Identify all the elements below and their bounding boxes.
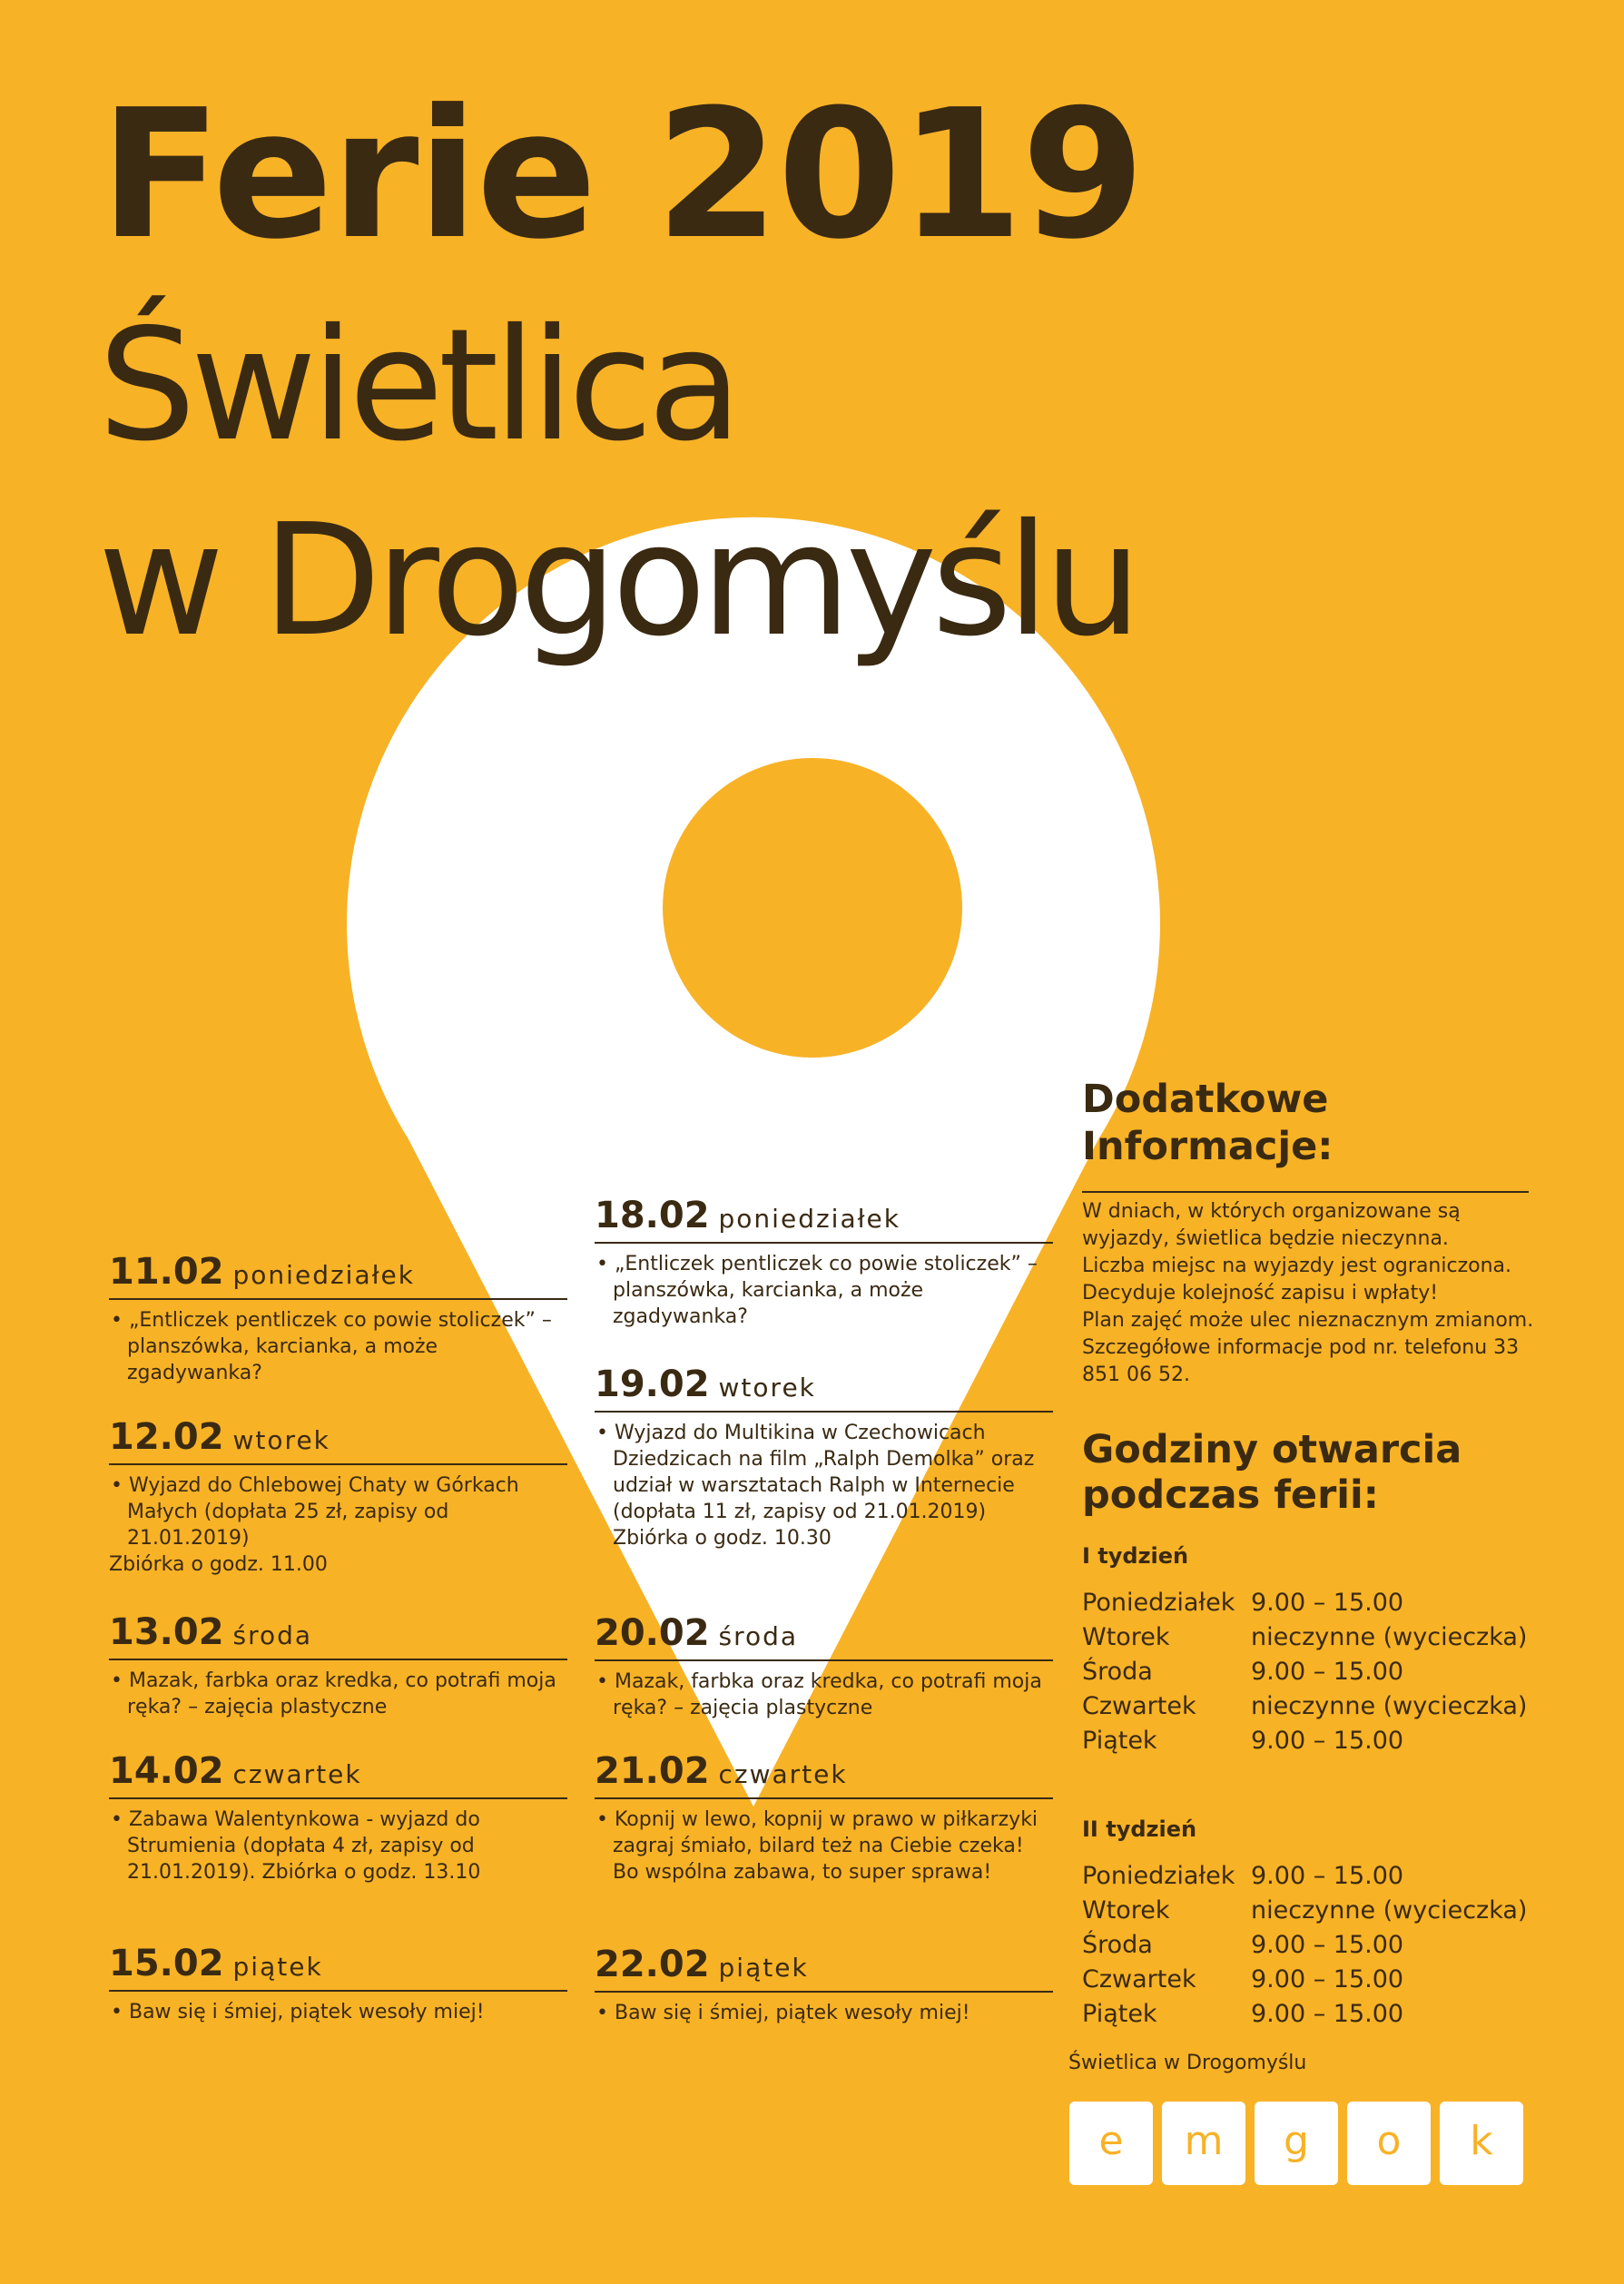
hours-row [1082, 1589, 1554, 1622]
hours-time: nieczynne (wycieczka) [1251, 1623, 1528, 1651]
day-date: 12.02 [109, 1416, 224, 1458]
day-description: • Wyjazd do Multikina w Czechowicach Dziedzicach na film „Ralph Demolka” oraz udział w warsztatach Ralph w Internecie (dopłata 11 zł, zapisy od 21.01.2019) Zbiórka o godz. 10.30 [596, 1422, 1035, 1550]
hours-time: 9.00 – 15.00 [1251, 1658, 1404, 1686]
info-line: Decyduje kolejność zapisu i wpłaty! [1082, 1282, 1439, 1304]
day-description: • Mazak, farbka oraz kredka, co potrafi moja ręka? – zajęcia plastyczne [111, 1669, 556, 1718]
day-block [109, 1611, 567, 1720]
logo-letter: g [1255, 2102, 1338, 2185]
day-block [109, 1251, 567, 1386]
hours-time: 9.00 – 15.00 [1251, 1965, 1404, 1994]
info-divider [1082, 1191, 1529, 1193]
day-description: • Wyjazd do Chlebowej Chaty w Górkach Małych (dopłata 25 zł, zapisy od 21.01.2019) [111, 1474, 519, 1550]
hours-row [1082, 1727, 1554, 1760]
hours-heading [1082, 1427, 1554, 1518]
day-description: • Kopnij w lewo, kopnij w prawo w piłkarzyki zagraj śmiało, bilard też na Ciebie czeka! Bo wspólna zabawa, to super sprawa! [596, 1808, 1038, 1884]
day-description: • „Entliczek pentliczek co powie stoliczek” – planszówka, karcianka, a może zgadywanka? [596, 1253, 1038, 1328]
info-line: Plan zajęć może ulec nieznacznym zmianom. [1082, 1309, 1534, 1332]
day-date: 15.02 [109, 1943, 224, 1984]
map-pin-hole [663, 758, 962, 1058]
day-date: 22.02 [595, 1944, 710, 1985]
hours-row [1082, 1692, 1554, 1726]
week-label: II tydzień [1082, 1816, 1197, 1842]
logo-letter: o [1347, 2102, 1431, 2185]
logo-letter: k [1440, 2102, 1523, 2185]
hours-heading-line: podczas ferii: [1082, 1472, 1379, 1518]
day-name: poniedziałek [232, 1260, 415, 1290]
hours-day: Poniedziałek [1082, 1589, 1235, 1617]
day-block [595, 1364, 1053, 1551]
hours-row [1082, 1931, 1554, 1964]
hours-day: Poniedziałek [1082, 1862, 1235, 1890]
day-block [109, 1943, 567, 2025]
hours-time: 9.00 – 15.00 [1251, 1589, 1404, 1617]
day-block [595, 1195, 1053, 1330]
hours-row [1082, 1658, 1554, 1691]
day-block [109, 1416, 567, 1578]
day-block [595, 1944, 1053, 2026]
day-date: 19.02 [595, 1364, 710, 1405]
logo-letter: m [1162, 2102, 1245, 2185]
day-date: 21.02 [595, 1750, 710, 1792]
hours-day: Piątek [1082, 1727, 1157, 1755]
day-name: czwartek [718, 1759, 848, 1789]
info-heading [1082, 1076, 1536, 1170]
day-date: 11.02 [109, 1251, 224, 1293]
day-date: 14.02 [109, 1750, 224, 1792]
hours-time: nieczynne (wycieczka) [1251, 1896, 1528, 1925]
hours-day: Czwartek [1082, 1692, 1196, 1720]
info-line: W dniach, w których organizowane są wyjazdy, świetlica będzie nieczynna. [1082, 1200, 1461, 1250]
day-block [109, 1750, 567, 1885]
hours-time: nieczynne (wycieczka) [1251, 1692, 1528, 1720]
info-line: Liczba miejsc na wyjazdy jest ograniczona. [1082, 1255, 1511, 1277]
hours-time: 9.00 – 15.00 [1251, 1862, 1404, 1890]
day-description: • Zabawa Walentynkowa - wyjazd do Strumienia (dopłata 4 zł, zapisy od 21.01.2019). Zbiórka o godz. 13.10 [111, 1808, 481, 1884]
day-date: 18.02 [595, 1195, 710, 1236]
day-name: środa [718, 1621, 799, 1651]
hours-row [1082, 1862, 1554, 1895]
hours-time: 9.00 – 15.00 [1251, 1727, 1404, 1755]
day-description: • Baw się i śmiej, piątek wesoły miej! [111, 2001, 485, 2023]
hours-day: Środa [1082, 1658, 1153, 1686]
hours-row [1082, 1623, 1554, 1657]
day-description: • Mazak, farbka oraz kredka, co potrafi moja ręka? – zajęcia plastyczne [596, 1670, 1042, 1719]
hours-row [1082, 2000, 1554, 2033]
info-heading-line: Informacje: [1082, 1124, 1334, 1169]
day-description: • „Entliczek pentliczek co powie stoliczek” – planszówka, karcianka, a może zgadywanka? [111, 1309, 552, 1384]
day-name: piątek [232, 1952, 323, 1982]
day-block [595, 1750, 1053, 1885]
day-name: wtorek [232, 1425, 330, 1455]
title-location: w Drogomyślu [98, 491, 1137, 671]
hours-row [1082, 1965, 1554, 1999]
hours-day: Wtorek [1082, 1896, 1170, 1925]
info-line: Szczegółowe informacje pod nr. telefonu 33 851 06 52. [1082, 1336, 1520, 1386]
day-date: 20.02 [595, 1612, 710, 1654]
day-name: piątek [718, 1953, 809, 1983]
title-swietlica: Świetlica [98, 296, 737, 476]
day-description: • Baw się i śmiej, piątek wesoły miej! [596, 2002, 970, 2024]
hours-day: Piątek [1082, 2000, 1157, 2028]
week-label: I tydzień [1082, 1543, 1189, 1569]
day-name: czwartek [232, 1759, 362, 1789]
info-text [1082, 1198, 1536, 1389]
day-name: poniedziałek [718, 1204, 901, 1234]
day-name: środa [232, 1620, 313, 1650]
hours-heading-line: Godziny otwarcia [1082, 1427, 1462, 1472]
day-block [595, 1612, 1053, 1721]
hours-time: 9.00 – 15.00 [1251, 1931, 1404, 1959]
logo-letter: e [1069, 2102, 1153, 2185]
hours-day: Czwartek [1082, 1965, 1196, 1994]
hours-row [1082, 1896, 1554, 1930]
title-ferie: Ferie 2019 [100, 72, 1144, 279]
footer-label: Świetlica w Drogomyślu [1068, 2052, 1307, 2074]
day-date: 13.02 [109, 1611, 224, 1653]
day-name: wtorek [718, 1373, 816, 1403]
hours-time: 9.00 – 15.00 [1251, 2000, 1404, 2028]
day-note: Zbiórka o godz. 11.00 [109, 1553, 328, 1576]
info-heading-line: Dodatkowe [1082, 1077, 1329, 1122]
hours-day: Wtorek [1082, 1623, 1170, 1651]
hours-day: Środa [1082, 1931, 1153, 1959]
